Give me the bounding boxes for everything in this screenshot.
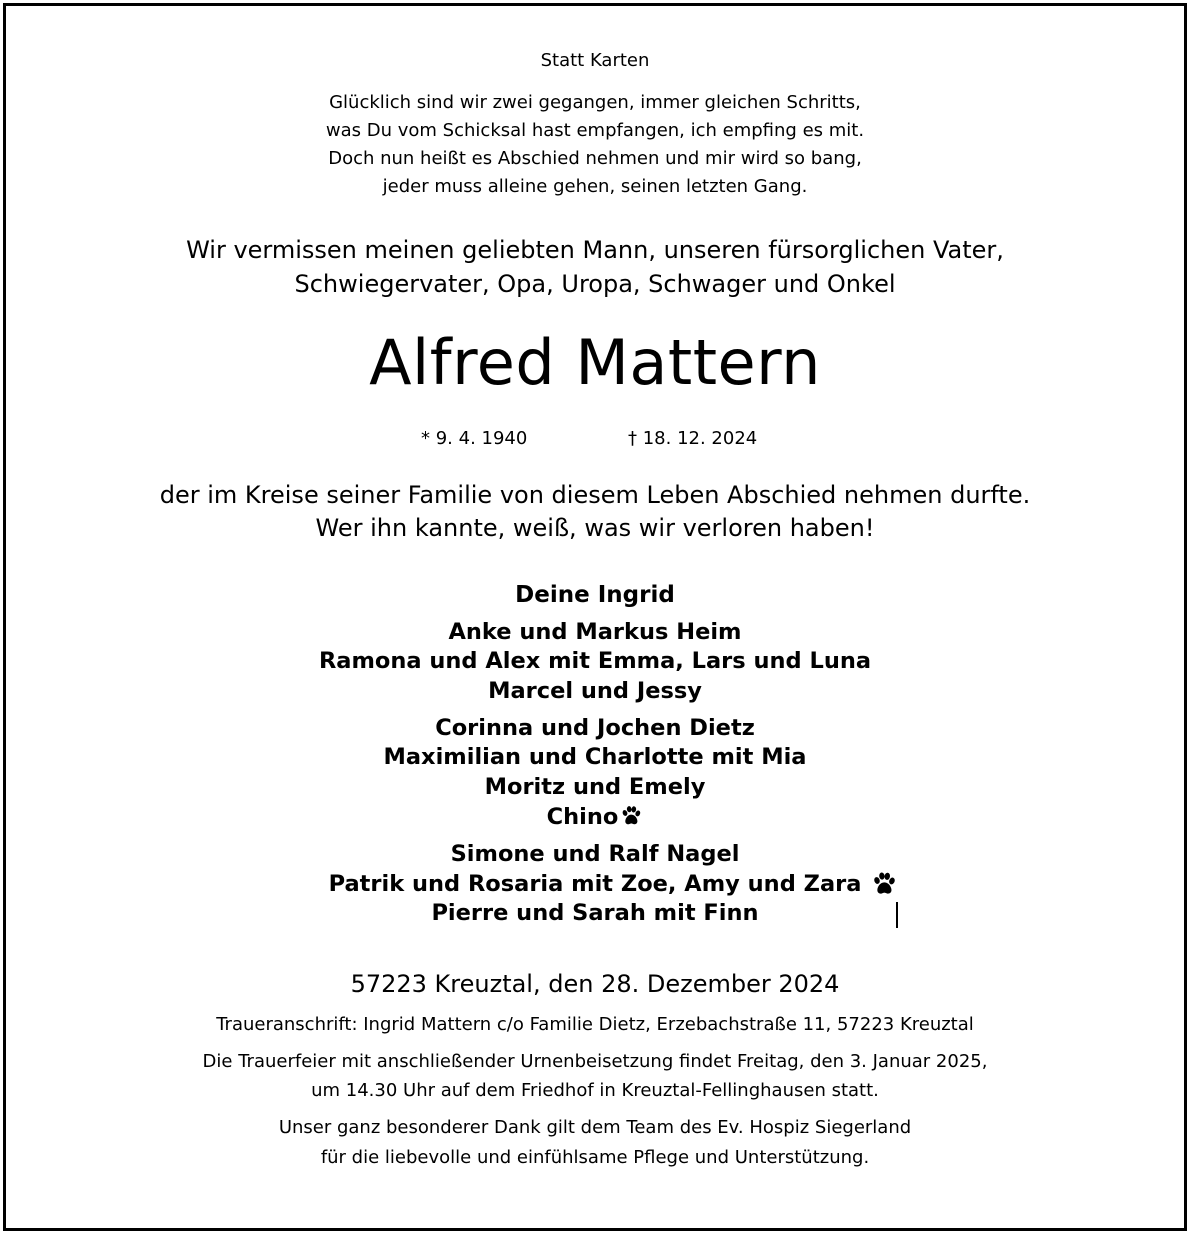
mourning-address: Traueranschrift: Ingrid Mattern c/o Familie Dietz, Erzebachstraße 11, 57223 Kreuztal [216, 1014, 974, 1035]
family-wife: Deine Ingrid [515, 582, 675, 608]
deceased-name: Alfred Mattern [369, 326, 821, 399]
paw-print-icon [870, 870, 898, 898]
family-member: Moritz und Emely [484, 774, 706, 800]
family-member: Pierre und Sarah mit Finn [431, 900, 759, 926]
family-pet: Chino [546, 804, 619, 830]
paw-print-icon [619, 804, 643, 828]
intro-line: Schwiegervater, Opa, Uropa, Schwager und Onkel [294, 270, 896, 298]
service-line: Die Trauerfeier mit anschließender Urnenbeisetzung findet Freitag, den 3. Januar 2025, [202, 1051, 988, 1072]
thanks-line: Unser ganz besonderer Dank gilt dem Team des Ev. Hospiz Siegerland [278, 1117, 912, 1138]
family-member: Anke und Markus Heim [448, 619, 742, 645]
poem-line: Doch nun heißt es Abschied nehmen und mir wird so bang, [328, 148, 862, 169]
family-member: Corinna und Jochen Dietz [435, 715, 755, 741]
family-member: Patrik und Rosaria mit Zoe, Amy und Zara [328, 871, 862, 897]
death-date: † 18. 12. 2024 [628, 428, 758, 449]
poem-line: jeder muss alleine gehen, seinen letzten Gang. [382, 176, 808, 197]
thanks-line: für die liebevolle und einfühlsame Pflege und Unterstützung. [320, 1147, 870, 1168]
tribute-line: Wer ihn kannte, weiß, was wir verloren haben! [315, 514, 875, 542]
service-line: um 14.30 Uhr auf dem Friedhof in Kreuztal-Fellinghausen statt. [311, 1080, 879, 1101]
family-member: Marcel und Jessy [488, 678, 702, 704]
place-date: 57223 Kreuztal, den 28. Dezember 2024 [350, 970, 840, 998]
family-member: Maximilian und Charlotte mit Mia [383, 744, 807, 770]
birth-date: * 9. 4. 1940 [421, 428, 528, 449]
family-pet-line [0, 806, 1190, 829]
poem-line: was Du vom Schicksal hast empfangen, ich empfing es mit. [325, 120, 865, 141]
family-member: Simone und Ralf Nagel [450, 841, 740, 867]
family-member: Ramona und Alex mit Emma, Lars und Luna [318, 648, 872, 674]
poem-line: Glücklich sind wir zwei gegangen, immer gleichen Schritts, [329, 92, 861, 113]
tribute-line: der im Kreise seiner Familie von diesem Leben Abschied nehmen durfte. [159, 481, 1031, 509]
statt-karten: Statt Karten [540, 50, 650, 71]
intro-line: Wir vermissen meinen geliebten Mann, unseren fürsorglichen Vater, [186, 236, 1004, 264]
vertical-mark [896, 902, 898, 928]
